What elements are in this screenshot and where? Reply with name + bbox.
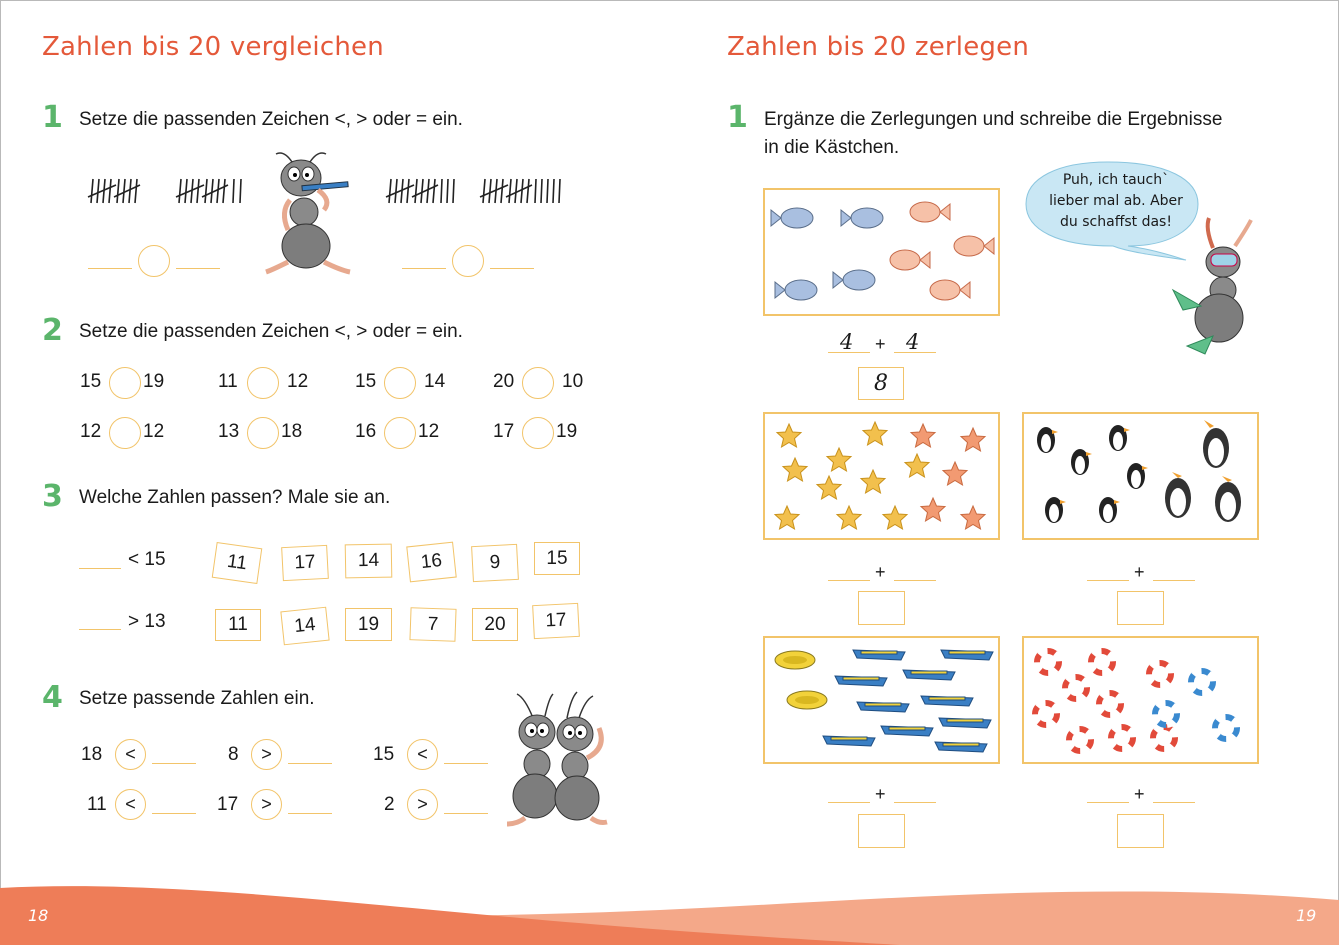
answer-line[interactable]: [490, 268, 534, 269]
answer-line[interactable]: [152, 763, 196, 764]
bubble-line-1: Puh, ich tauch`: [1062, 172, 1170, 188]
sign-circle: >: [251, 739, 282, 770]
number-card[interactable]: 14: [280, 607, 329, 646]
compare-left-number: 16: [355, 421, 377, 442]
tally-marks-group-1: [88, 175, 248, 210]
sign-circle: <: [115, 739, 146, 770]
rowing-boat-icon: [939, 718, 991, 728]
red-life-ring-icon: [1035, 703, 1057, 725]
rowing-boat-icon: [921, 696, 973, 706]
red-life-ring-icon: [1149, 663, 1171, 685]
exercise-1-number: 1: [727, 100, 748, 135]
given-number: 11: [87, 794, 107, 815]
penguin-icon: [1109, 425, 1130, 451]
compare-right-number: 14: [424, 371, 446, 392]
answer-line[interactable]: [402, 268, 446, 269]
penguin-icon: [1045, 497, 1066, 523]
result-box[interactable]: [858, 814, 905, 848]
answer-line[interactable]: [894, 580, 936, 581]
number-card[interactable]: 16: [406, 542, 457, 583]
compare-left-number: 13: [218, 421, 240, 442]
given-number: 2: [384, 794, 395, 815]
penguin-illustrations: [1024, 414, 1257, 538]
condition-label-less-than: < 15: [128, 549, 166, 570]
comparison-circle[interactable]: [452, 245, 484, 277]
given-number: 18: [81, 744, 103, 765]
answer-line[interactable]: [894, 802, 936, 803]
answer-line[interactable]: [176, 268, 220, 269]
given-number: 15: [373, 744, 395, 765]
plus-sign: +: [1134, 562, 1145, 582]
number-card[interactable]: 19: [345, 608, 392, 641]
sign-circle: >: [407, 789, 438, 820]
answer-line[interactable]: [152, 813, 196, 814]
number-card[interactable]: 14: [345, 544, 393, 579]
answer-line[interactable]: [444, 813, 488, 814]
result-box[interactable]: [1117, 591, 1164, 625]
red-life-ring-icon: [1037, 651, 1059, 673]
bubble-line-2: lieber mal ab. Aber: [1049, 193, 1183, 209]
rowing-boat-icon: [903, 670, 955, 680]
number-card[interactable]: 17: [532, 603, 580, 639]
penguin-icon: [1165, 472, 1191, 518]
exercise-3-number: 3: [42, 479, 63, 514]
red-life-ring-icon: [1069, 729, 1091, 751]
answer-line[interactable]: [828, 802, 870, 803]
compare-right-number: 10: [562, 371, 584, 392]
plus-sign: +: [875, 562, 886, 582]
result-box[interactable]: [1117, 814, 1164, 848]
number-card[interactable]: 17: [281, 545, 329, 581]
answer-line[interactable]: [828, 580, 870, 581]
compare-right-number: 12: [143, 421, 165, 442]
answer-line[interactable]: [288, 813, 332, 814]
comparison-circle[interactable]: [384, 417, 416, 449]
number-card[interactable]: 11: [215, 609, 261, 641]
rowing-boat-icon: [835, 676, 887, 686]
tally-marks-group-2: [386, 175, 576, 210]
example-result-box[interactable]: 8: [858, 367, 904, 400]
rowing-boat-icon: [881, 726, 933, 736]
comparison-circle[interactable]: [247, 417, 279, 449]
result-box[interactable]: [858, 591, 905, 625]
left-page-title: Zahlen bis 20 vergleichen: [42, 32, 384, 62]
answer-line[interactable]: [1153, 580, 1195, 581]
rubber-dinghy-icon: [775, 651, 815, 669]
penguin-icon: [1203, 420, 1229, 468]
blue-fish-icon: [833, 270, 875, 290]
penguin-icon: [1037, 427, 1058, 453]
compare-right-number: 18: [281, 421, 303, 442]
exercise-2-number: 2: [42, 313, 63, 348]
penguin-icon: [1215, 476, 1241, 522]
number-card[interactable]: 7: [409, 607, 456, 642]
answer-line[interactable]: [79, 629, 121, 630]
comparison-circle[interactable]: [522, 417, 554, 449]
comparison-circle[interactable]: [384, 367, 416, 399]
compare-right-number: 19: [556, 421, 578, 442]
sign-circle: <: [407, 739, 438, 770]
left-page-number: 18: [28, 906, 49, 925]
exercise-instruction-line-1: Ergänze die Zerlegungen und schreibe die Ergebnisse: [764, 109, 1223, 130]
rubber-dinghy-icon: [787, 691, 827, 709]
right-page-title: Zahlen bis 20 zerlegen: [727, 32, 1030, 62]
exercise-4-number: 4: [42, 680, 63, 715]
condition-label-greater-than: > 13: [128, 611, 166, 632]
compare-left-number: 17: [493, 421, 515, 442]
rowing-boat-icon: [853, 650, 905, 660]
answer-line[interactable]: [1087, 580, 1129, 581]
example-addend-1: 4: [840, 330, 854, 354]
answer-line[interactable]: [79, 568, 121, 569]
compare-right-number: 12: [287, 371, 309, 392]
comparison-circle[interactable]: [138, 245, 170, 277]
exercise-2-instruction: Setze die passenden Zeichen <, > oder = ein.: [79, 321, 463, 342]
boat-illustrations: [765, 638, 998, 762]
exercise-1-number: 1: [42, 100, 63, 135]
blue-fish-icon: [841, 208, 883, 228]
blue-life-ring-icon: [1155, 703, 1177, 725]
penguin-icon: [1099, 497, 1120, 523]
answer-line[interactable]: [1153, 802, 1195, 803]
plus-sign: +: [1134, 784, 1145, 804]
compare-left-number: 15: [355, 371, 377, 392]
compare-left-number: 12: [80, 421, 102, 442]
right-page-number: 19: [1296, 906, 1317, 925]
compare-left-number: 11: [218, 371, 238, 392]
compare-right-number: 19: [143, 371, 165, 392]
penguin-icon: [1127, 463, 1148, 489]
blue-fish-icon: [771, 208, 813, 228]
comparison-circle[interactable]: [109, 367, 141, 399]
blue-life-ring-icon: [1191, 671, 1213, 693]
rowing-boat-icon: [857, 702, 909, 712]
exercise-3-instruction: Welche Zahlen passen? Male sie an.: [79, 487, 391, 508]
answer-line[interactable]: [1087, 802, 1129, 803]
compare-right-number: 12: [418, 421, 440, 442]
red-life-ring-icon: [1111, 727, 1133, 749]
answer-line[interactable]: [88, 268, 132, 269]
number-card[interactable]: 20: [472, 608, 518, 641]
number-card[interactable]: 15: [534, 542, 580, 575]
rowing-boat-icon: [935, 742, 987, 752]
bubble-line-3: du schaffst das!: [1060, 214, 1172, 230]
exercise-4-instruction: Setze passende Zahlen ein.: [79, 688, 315, 709]
life-ring-illustrations: [1024, 638, 1257, 762]
red-life-ring-icon: [1099, 693, 1121, 715]
answer-line[interactable]: [288, 763, 332, 764]
red-life-ring-icon: [1065, 677, 1087, 699]
comparison-circle[interactable]: [247, 367, 279, 399]
comparison-circle[interactable]: [109, 417, 141, 449]
red-life-ring-icon: [1153, 727, 1175, 749]
rowing-boat-icon: [823, 736, 875, 746]
answer-line[interactable]: [444, 763, 488, 764]
footer-wave: [0, 880, 1339, 945]
compare-left-number: 15: [80, 371, 102, 392]
comparison-circle[interactable]: [522, 367, 554, 399]
penguin-icon: [1071, 449, 1092, 475]
two-ants-illustration: [495, 688, 615, 828]
plus-sign: +: [875, 784, 886, 804]
example-addend-2: 4: [906, 330, 920, 354]
given-number: 17: [217, 794, 239, 815]
orange-fish-icon: [930, 280, 970, 300]
starfish-illustrations: [765, 414, 998, 538]
fish-illustrations: [765, 190, 998, 314]
compare-left-number: 20: [493, 371, 515, 392]
number-card[interactable]: 9: [471, 544, 519, 582]
exercise-1-instruction: Setze die passenden Zeichen <, > oder = ein.: [79, 109, 463, 130]
ant-with-pencil-illustration: [262, 150, 357, 278]
blue-fish-icon: [775, 280, 817, 300]
sign-circle: <: [115, 789, 146, 820]
exercise-instruction-line-2: in die Kästchen.: [764, 137, 900, 158]
orange-fish-icon: [954, 236, 994, 256]
diving-ant-illustration: [1165, 218, 1265, 368]
red-life-ring-icon: [1091, 651, 1113, 673]
given-number: 8: [228, 744, 239, 765]
blue-life-ring-icon: [1215, 717, 1237, 739]
number-card[interactable]: 11: [212, 542, 263, 584]
rowing-boat-icon: [941, 650, 993, 660]
sign-circle: >: [251, 789, 282, 820]
plus-sign: +: [875, 334, 886, 354]
orange-fish-icon: [910, 202, 950, 222]
orange-fish-icon: [890, 250, 930, 270]
